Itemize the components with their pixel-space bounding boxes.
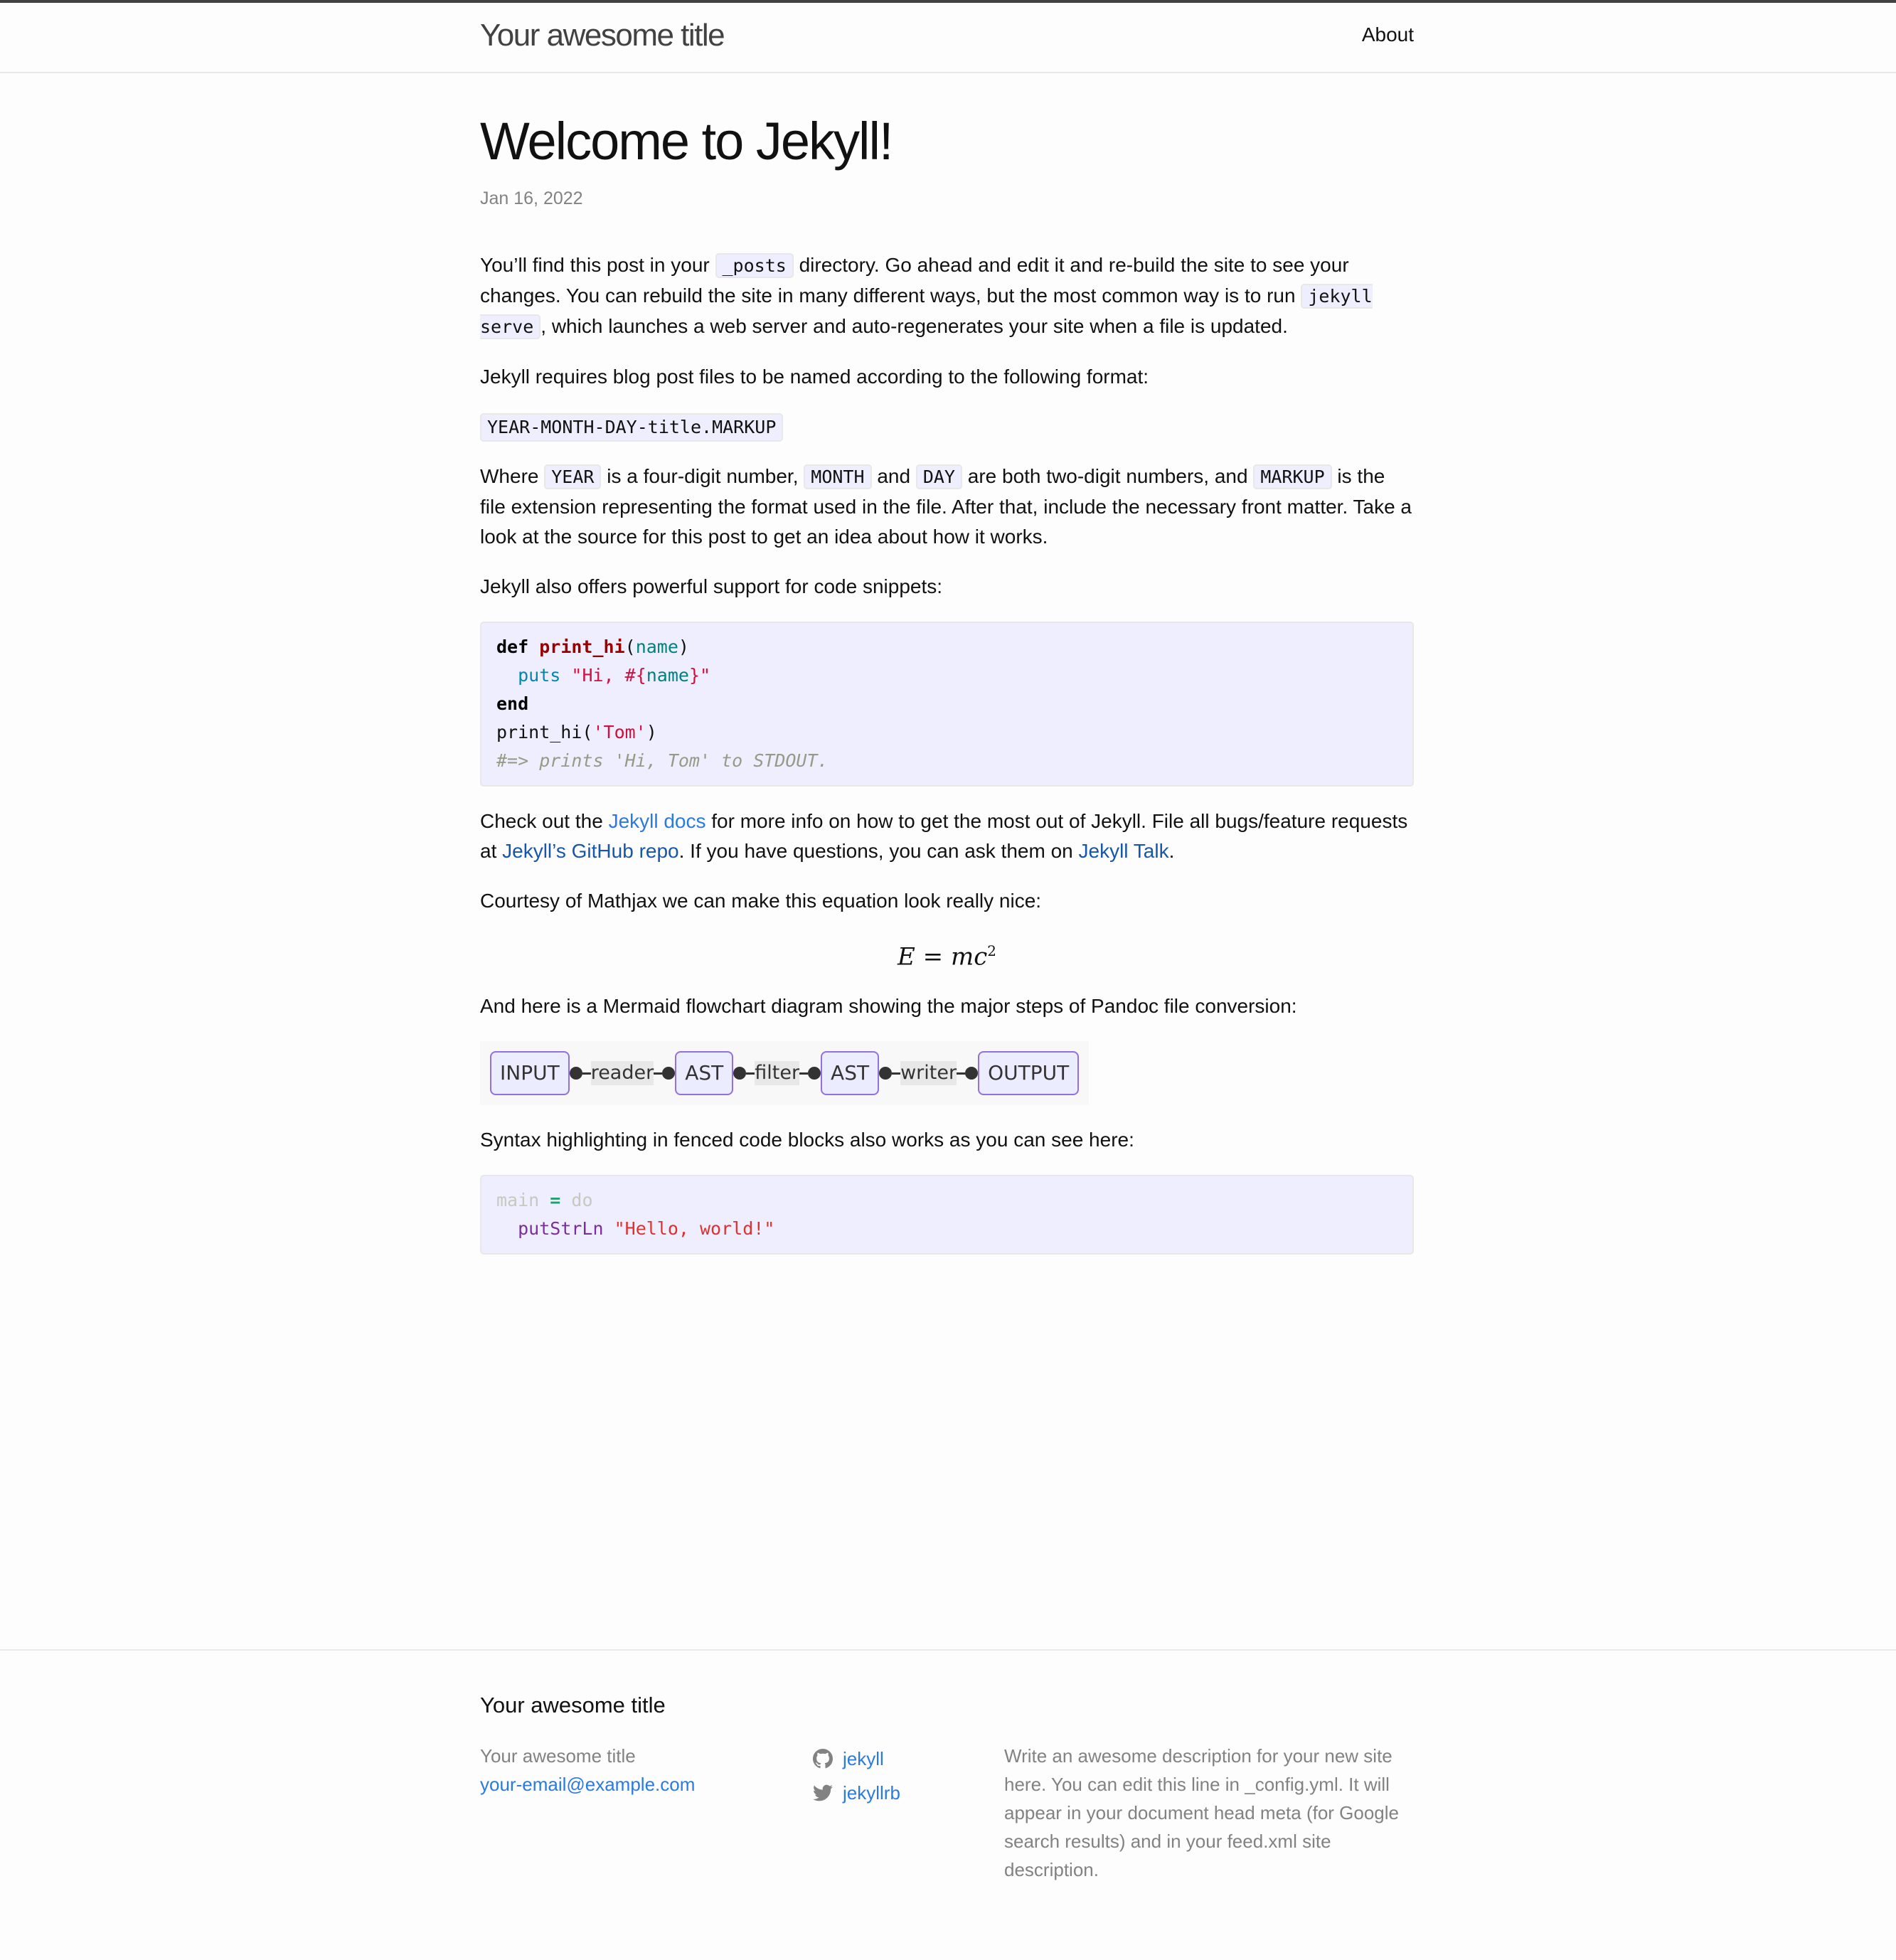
inline-code: YEAR (544, 464, 601, 489)
flow-node-ast-2: AST (821, 1051, 879, 1095)
footer-description: Write an awesome description for your new site here. You can edit this line in _config.yml. It will appear in your document head meta (for Google search results) and in your feed.xml site description. (1004, 1745, 1400, 1880)
code-token: print_hi( (496, 722, 593, 742)
ruby-code-block (480, 622, 1414, 787)
paragraph-links (480, 806, 1414, 866)
paragraph-mermaid: And here is a Mermaid flowchart diagram showing the major steps of Pandoc file conversion: (480, 995, 1297, 1018)
math-exponent: 2 (987, 942, 996, 959)
edge-line (799, 1072, 808, 1075)
edge-line (654, 1072, 662, 1075)
math-token: mc (950, 942, 988, 971)
haskell-code-block (480, 1175, 1414, 1255)
link-jekyll-docs[interactable]: Jekyll docs (608, 810, 706, 832)
social-twitter[interactable] (813, 1776, 969, 1810)
github-link[interactable]: jekyll (843, 1748, 884, 1769)
format-code: YEAR-MONTH-DAY-title.MARKUP (480, 413, 783, 442)
math-token: = (915, 942, 951, 971)
social-github[interactable] (813, 1742, 969, 1776)
flow-edge-reader (570, 1061, 676, 1085)
text: Where (480, 465, 545, 487)
code-token: end (496, 693, 529, 714)
inline-code: MARKUP (1253, 464, 1331, 489)
math-token: E (898, 942, 915, 971)
text: . (1168, 840, 1175, 862)
flow-node-input: INPUT (490, 1051, 570, 1095)
text: for more info on how to get the most out of Jekyll. File all bugs/feature requests at (480, 810, 1408, 862)
site-header (0, 3, 1896, 73)
post-date: Jan 16, 2022 (480, 188, 583, 208)
inline-code: _posts (715, 253, 794, 278)
code-token: putStrLn (518, 1218, 604, 1240)
inline-code: MONTH (804, 464, 871, 489)
code-token: puts (518, 665, 561, 686)
flow-edge-writer (879, 1061, 978, 1085)
code-token: = (550, 1190, 561, 1211)
text: directory. Go ahead and edit it and re-build the site to see your changes. You can rebuild the site in many different ways, but the most common way is to run (480, 254, 1349, 307)
twitter-link[interactable]: jekyllrb (843, 1782, 900, 1804)
site-footer (0, 1649, 1896, 1960)
code-token: }" (688, 665, 711, 686)
code-token: 'Tom' (592, 722, 646, 742)
code-token: print_hi (539, 637, 625, 657)
text: is a four-digit number, (601, 465, 804, 487)
flow-node-output: OUTPUT (978, 1051, 1079, 1095)
edge-dot (733, 1067, 746, 1080)
edge-dot (662, 1067, 675, 1080)
edge-dot (570, 1067, 582, 1080)
site-title-link[interactable]: Your awesome title (480, 18, 725, 53)
edge-line (957, 1072, 965, 1075)
inline-code: jekyll serve (480, 284, 1373, 339)
code-token: ) (678, 637, 689, 657)
footer-email-link[interactable]: your-email@example.com (480, 1774, 696, 1795)
mermaid-flowchart (480, 1041, 1089, 1105)
code-token: main (496, 1190, 540, 1211)
footer-contact (480, 1742, 779, 1799)
paragraph-intro (480, 250, 1414, 342)
text: Check out the (480, 810, 609, 832)
link-jekyll-talk[interactable]: Jekyll Talk (1078, 840, 1169, 862)
edge-dot (879, 1067, 892, 1080)
edge-dot (965, 1067, 978, 1080)
text: . If you have questions, you can ask them on (678, 840, 1079, 862)
code-token: name (635, 637, 678, 657)
code-token: def (496, 637, 529, 657)
paragraph-syntax: Syntax highlighting in fenced code blocks also works as you can see here: (480, 1129, 1134, 1151)
edge-line (582, 1072, 591, 1075)
text: and (871, 465, 916, 487)
post-title: Welcome to Jekyll! (480, 112, 893, 171)
paragraph-format-intro: Jekyll requires blog post files to be named according to the following format: (480, 366, 1149, 388)
text: are both two-digit numbers, and (962, 465, 1254, 487)
flow-node-ast: AST (675, 1051, 733, 1095)
paragraph-mathjax: Courtesy of Mathjax we can make this equation look really nice: (480, 890, 1042, 912)
edge-dot (808, 1067, 821, 1080)
edge-label: filter (755, 1062, 800, 1085)
footer-name: Your awesome title (480, 1745, 636, 1767)
code-token (496, 665, 518, 686)
code-token: "Hello, world!" (614, 1218, 775, 1240)
nav-link-about[interactable]: About (1361, 23, 1414, 46)
text: is the file extension representing the format used in the file. After that, include the necessary front matter. Take a look at the source for this post to get an idea about how it works. (480, 465, 1412, 548)
link-jekyll-github[interactable]: Jekyll’s GitHub repo (502, 840, 679, 862)
edge-label: writer (900, 1062, 957, 1085)
text: , which launches a web server and auto-regenerates your site when a file is updated. (540, 315, 1288, 337)
footer-social (813, 1742, 969, 1810)
inline-code: DAY (916, 464, 962, 489)
flow-edge-filter (733, 1061, 821, 1085)
code-token: name (646, 665, 689, 686)
paragraph-snippets: Jekyll also offers powerful support for code snippets: (480, 575, 943, 597)
github-icon (813, 1749, 833, 1769)
code-token: ) (646, 722, 657, 742)
text: You’ll find this post in your (480, 254, 715, 276)
paragraph-format-explain (480, 462, 1414, 552)
post-content (480, 250, 1414, 1274)
equation (480, 936, 1414, 971)
edge-line (746, 1072, 755, 1075)
edge-label: reader (590, 1062, 654, 1085)
twitter-icon (813, 1783, 833, 1803)
footer-heading: Your awesome title (480, 1693, 666, 1717)
code-token: ( (624, 637, 636, 657)
code-token: do (571, 1190, 593, 1211)
edge-line (892, 1072, 900, 1075)
code-token: "Hi, #{ (571, 665, 646, 686)
code-comment: #=> prints 'Hi, Tom' to STDOUT. (496, 750, 829, 771)
